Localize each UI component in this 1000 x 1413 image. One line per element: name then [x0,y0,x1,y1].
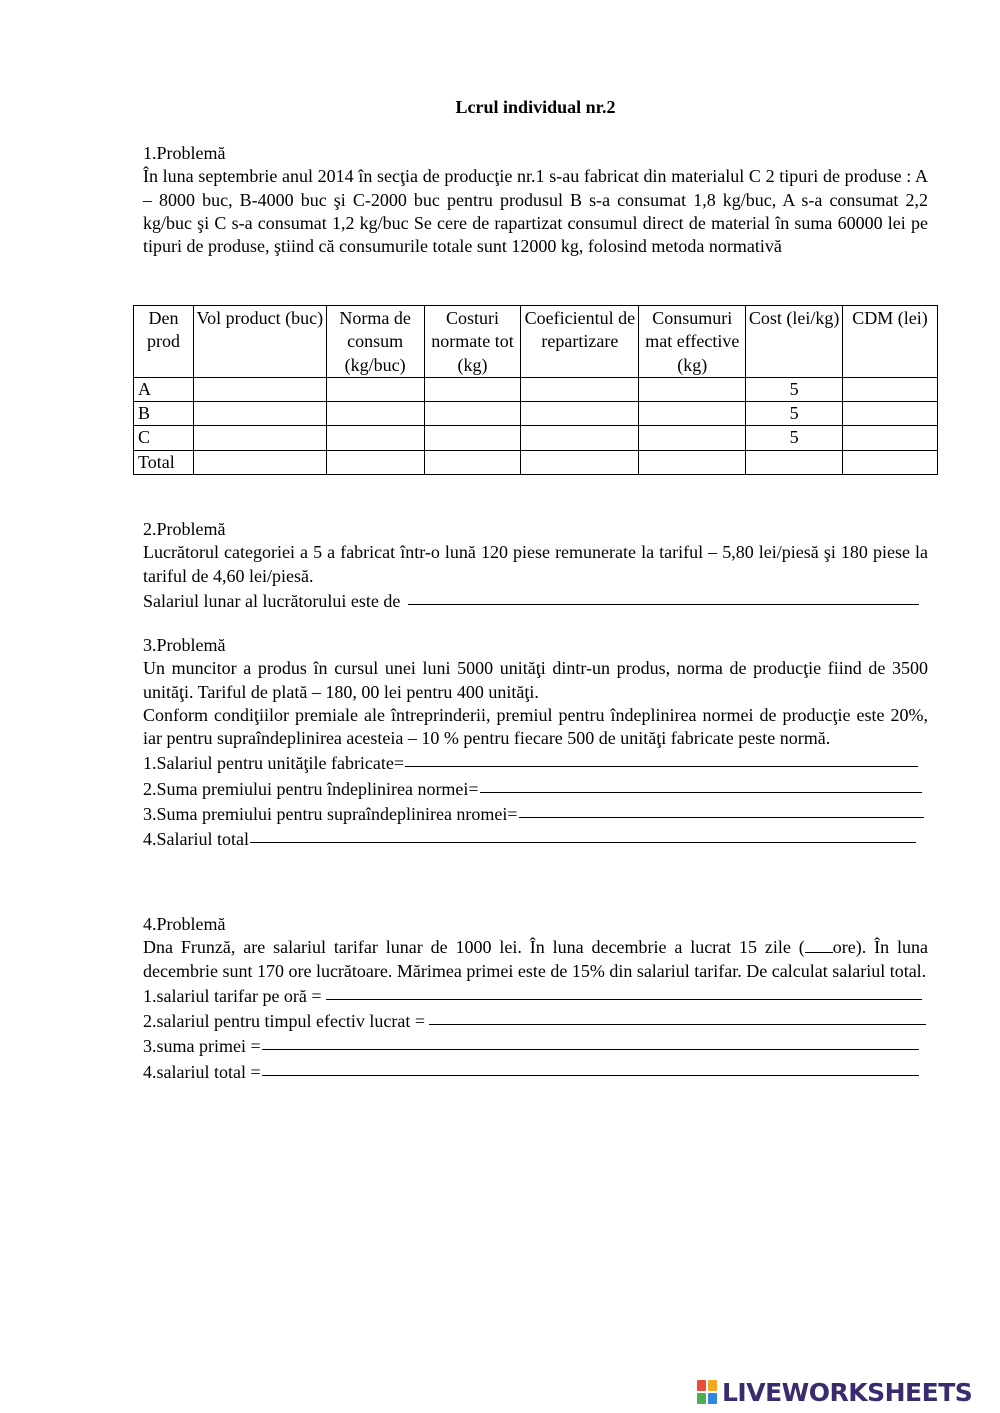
problem-3-answer-input-3[interactable] [519,799,924,818]
logo-mark-icon [697,1380,719,1406]
table-cell-input[interactable] [843,402,938,426]
table-cell-input[interactable] [843,377,938,401]
problem-4-answer-line-1 [143,983,922,1008]
problem-4-answer-input-1[interactable] [326,981,922,1000]
problem-1 [143,142,928,258]
problem-3-text-1: Un muncitor a produs în cursul unei luni 5000 unităţi dintr-un produs, norma de producţie fiind de 3500 unităţi. Tariful de plată – 180, 00 lei pentru 400 unităţi. [143,658,928,702]
row-cost: 5 [746,377,843,401]
table-cell-input[interactable] [639,377,746,401]
problem-3-answer-label-4: 4.Salariul total [143,829,249,850]
table-header-row [134,306,938,378]
table-cell-input[interactable] [326,426,424,450]
row-name: Total [134,450,194,474]
table-cell-input[interactable] [843,426,938,450]
problem-3-heading: 3.Problemă [143,635,226,655]
problem-4-answer-line-3 [143,1033,919,1058]
problem-1-text: În luna septembrie anul 2014 în secţia de producţie nr.1 s-au fabricat din materialul C 2 tipuri de produse : A – 8000 buc, B-4000 buc şi C-2000 buc pentru produsul B s-a consumat 1,8 kg/buc, A s-a consumat 2,2 kg/buc şi C s-a consumat 1,2 kg/buc Se cere de rapartizat consumul direct de material în suma 60000 lei pe tipuri de produse, ştiind că consumurile totale sunt 12000 kg, folosind metoda normativă [143,166,928,257]
problem-4-answer-input-2[interactable] [429,1006,926,1025]
table-row [134,402,938,426]
problem-4-answer-label-1: 1.salariul tarifar pe oră = [143,985,322,1006]
row-name: C [134,426,194,450]
problem-3-answer-input-4[interactable] [250,824,916,843]
row-cost [746,450,843,474]
col-header-norma-consum: Norma de consum (kg/buc) [326,306,424,378]
col-header-cost: Cost (lei/kg) [746,306,843,378]
table-row [134,377,938,401]
problem-2-answer-line [143,588,919,613]
problem-4-answer-line-4 [143,1059,919,1084]
problem-4-answer-label-3: 3.suma primei = [143,1036,261,1057]
problem-4-answer-label-4: 4.salariul total = [143,1061,261,1082]
row-name: A [134,377,194,401]
row-cost: 5 [746,402,843,426]
problem-4-answer-input-4[interactable] [262,1057,919,1076]
problem-3-answer-input-1[interactable] [405,748,918,767]
liveworksheets-logo[interactable] [697,1378,993,1408]
problem-2-answer-input[interactable] [408,586,919,605]
problem-3-answer-line-1 [143,750,918,775]
problem-4-text-start: Dna Frunză, are salariul tarifar lunar de 1000 lei. În luna decembrie a lucrat 15 zile ( [143,937,805,958]
col-header-consumuri-effective: Consumuri mat effective (kg) [639,306,746,378]
col-header-vol-product: Vol product (buc) [193,306,326,378]
table-cell-input[interactable] [521,402,639,426]
problem-4-text [143,936,928,983]
problem-4-answer-label-2: 2.salariul pentru timpul efectiv lucrat = [143,1011,426,1032]
row-name: B [134,402,194,426]
table-cell-input[interactable] [521,377,639,401]
problem-4-answer-input-3[interactable] [262,1031,919,1050]
problem-2-answer-label: Salariul lunar al lucrătorului este de [143,590,401,611]
table-cell-input[interactable] [639,426,746,450]
problem-3-answer-line-4 [143,826,916,851]
problem-3-answer-label-1: 1.Salariul pentru unităţile fabricate= [143,753,405,774]
table-cell-input[interactable] [193,450,326,474]
table-cell-input[interactable] [424,450,521,474]
table-cell-input[interactable] [424,402,521,426]
table-cell-input[interactable] [326,402,424,426]
worksheet-title: Lcrul individual nr.2 [455,97,616,117]
problem-1-table [133,305,938,475]
problem-3-answer-line-2 [143,776,922,801]
logo-text: LIVEWORKSHEETS [722,1378,973,1407]
problem-3-text-2: Conform condiţiilor premiale ale întreprinderii, premiul pentru îndeplinirea normei de producţie este 20%, iar pentru supraîndeplinirea acesteia – 10 % pentru fiecare 500 de unităţi fabricate peste normă. [143,704,928,749]
table-cell-input[interactable] [193,377,326,401]
problem-3-answer-line-3 [143,801,924,826]
problem-4 [143,913,928,1084]
problem-3-answer-label-3: 3.Suma premiului pentru supraîndeplinirea nromei= [143,804,518,825]
table-cell-input[interactable] [424,377,521,401]
col-header-coeficient: Coeficientul de repartizare [521,306,639,378]
problem-4-hours-input[interactable] [805,936,833,953]
col-header-den-prod: Den prod [134,306,194,378]
table-cell-input[interactable] [521,426,639,450]
table-cell-input[interactable] [326,377,424,401]
table-cell-input[interactable] [843,450,938,474]
col-header-costuri-normate: Costuri normate tot (kg) [424,306,521,378]
table-cell-input[interactable] [193,426,326,450]
problem-3-answer-label-2: 2.Suma premiului pentru îndeplinirea normei= [143,778,479,799]
table-cell-input[interactable] [639,450,746,474]
table-row [134,450,938,474]
table-row [134,426,938,450]
table-cell-input[interactable] [521,450,639,474]
table-cell-input[interactable] [326,450,424,474]
problem-4-text-end: ore). În luna decembrie sunt 170 ore lucrătoare. Mărimea primei este de 15% din salariul tarifar. De calculat salariul total. [143,937,928,981]
problem-2-text: Lucrătorul categoriei a 5 a fabricat într-o lună 120 piese remunerate la tariful – 5,80 lei/piesă şi 180 piese la tariful de 4,60 lei/piesă. [143,542,928,586]
col-header-cdm: CDM (lei) [843,306,938,378]
problem-2-heading: 2.Problemă [143,519,226,539]
problem-3-answer-input-2[interactable] [480,774,922,793]
problem-2 [143,518,928,613]
table-cell-input[interactable] [193,402,326,426]
problem-3 [143,634,928,852]
problem-4-answer-line-2 [143,1008,926,1033]
problem-4-heading: 4.Problemă [143,914,226,934]
table-cell-input[interactable] [424,426,521,450]
problem-1-heading: 1.Problemă [143,143,226,163]
table-cell-input[interactable] [639,402,746,426]
row-cost: 5 [746,426,843,450]
